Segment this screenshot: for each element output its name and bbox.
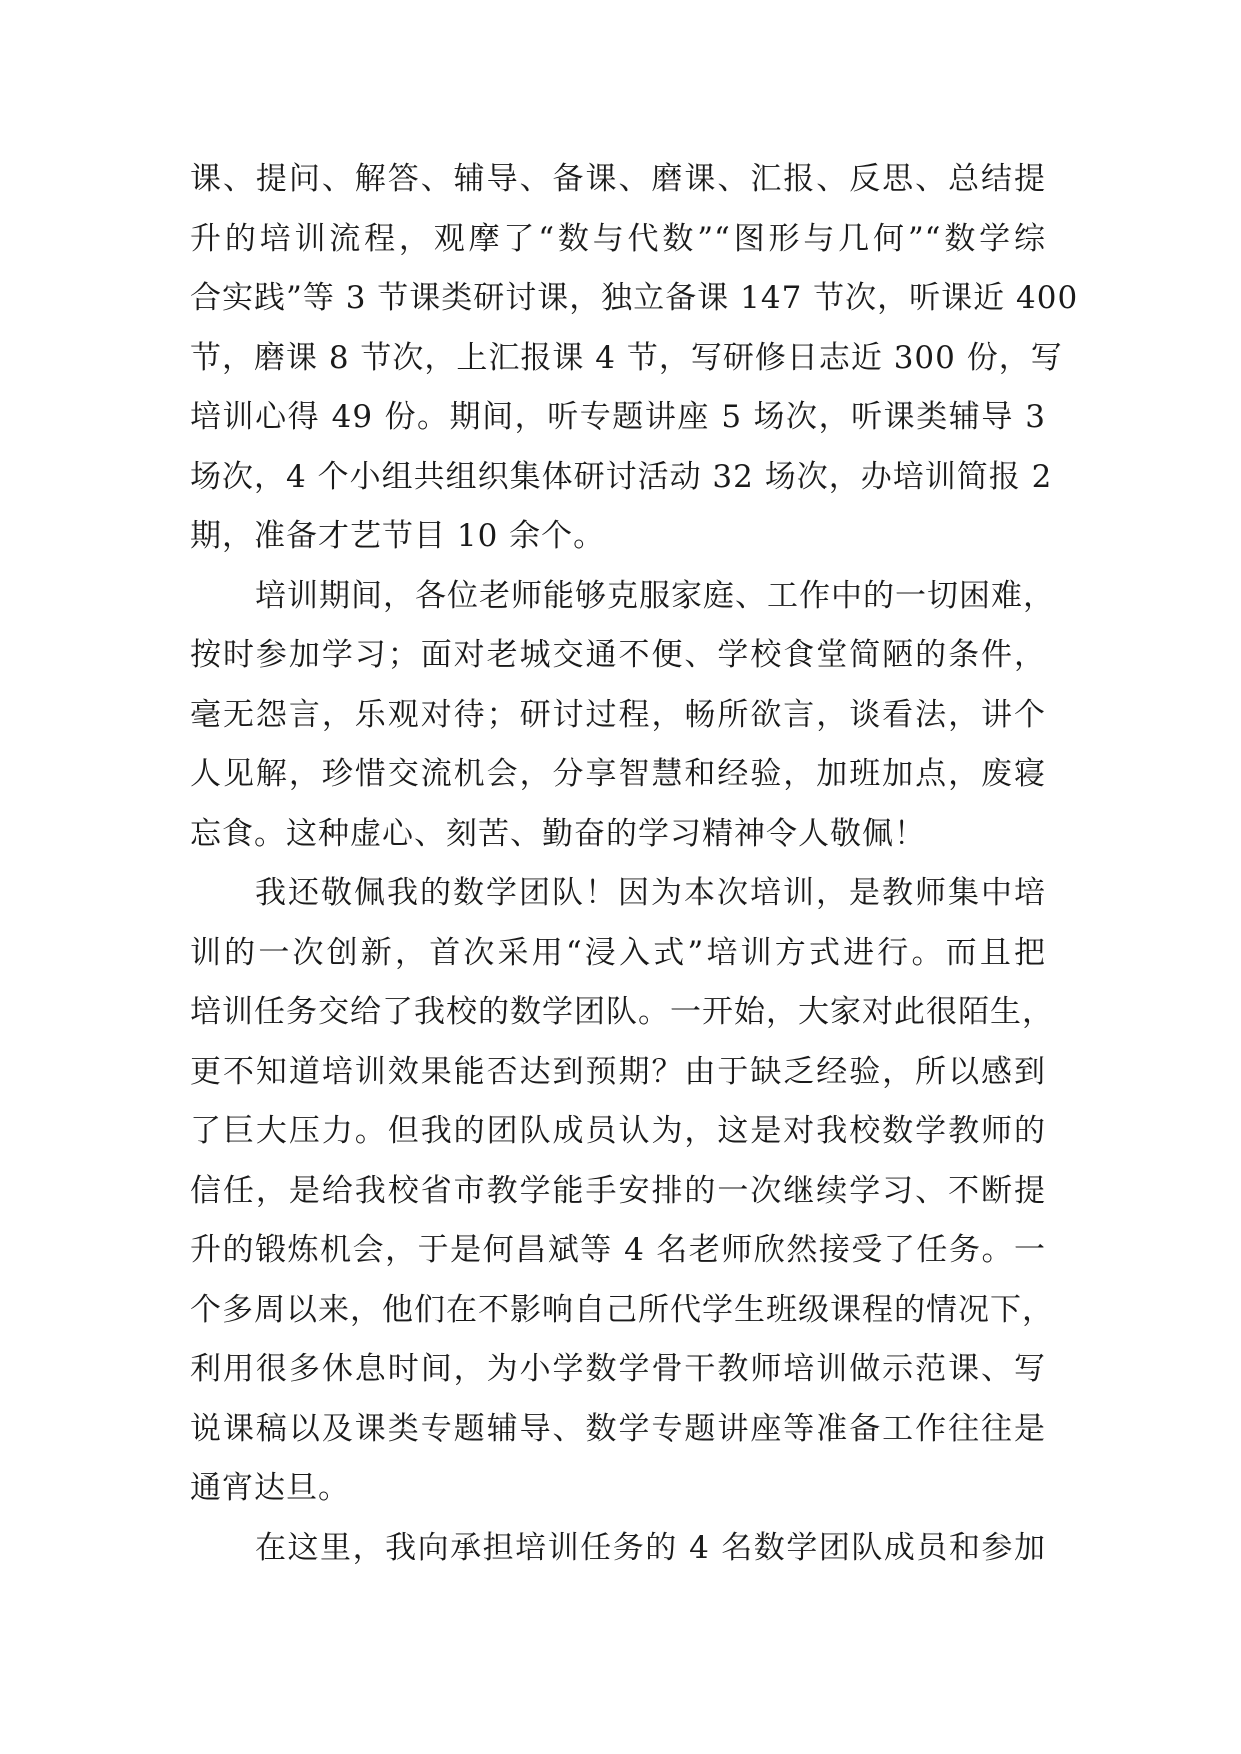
text-line: 按时参加学习；面对老城交通不便、学校食堂简陋的条件， [190, 637, 1046, 673]
document-body [190, 150, 1079, 1578]
text-line: 信任，是给我校省市教学能手安排的一次继续学习、不断提 [190, 1172, 1046, 1209]
text-line: 了巨大压力。但我的团队成员认为，这是对我校数学教师的 [190, 1113, 1046, 1149]
text-line: 忘食。这种虚心、刻苦、勤奋的学习精神令人敬佩！ [190, 815, 926, 852]
text-line: 培训心得 49 份。期间，听专题讲座 5 场次，听课类辅导 3 [190, 399, 1046, 435]
text-line: 升的锻炼机会，于是何昌斌等 4 名老师欣然接受了任务。一 [190, 1232, 1046, 1268]
text-line: 人见解，珍惜交流机会，分享智慧和经验，加班加点，废寝 [190, 756, 1046, 792]
text-line: 更不知道培训效果能否达到预期？由于缺乏经验，所以感到 [190, 1053, 1046, 1090]
text-line: 培训期间，各位老师能够克服家庭、工作中的一切困难， [255, 577, 1055, 614]
text-line: 毫无怨言，乐观对待；研讨过程，畅所欲言，谈看法，讲个 [190, 696, 1046, 733]
text-line: 训的一次创新，首次采用“浸入式”培训方式进行。而且把 [190, 934, 1046, 971]
text-line: 升的培训流程，观摩了“数与代数”“图形与几何”“数学综 [190, 220, 1046, 257]
text-line: 说课稿以及课类专题辅导、数学专题讲座等准备工作往往是 [190, 1410, 1046, 1447]
text-line: 在这里，我向承担培训任务的 4 名数学团队成员和参加 [255, 1529, 1046, 1566]
text-line: 个多周以来，他们在不影响自己所代学生班级课程的情况下， [190, 1291, 1054, 1328]
text-line: 节，磨课 8 节次，上汇报课 4 节，写研修日志近 300 份，写 [190, 339, 1063, 376]
text-line: 通宵达旦。 [190, 1470, 350, 1506]
text-line: 利用很多休息时间，为小学数学骨干教师培训做示范课、写 [190, 1351, 1046, 1387]
text-line: 场次，4 个小组共组织集体研讨活动 32 场次，办培训简报 2 [190, 458, 1053, 495]
text-line: 合实践”等 3 节课类研讨课，独立备课 147 节次，听课近 400 [190, 280, 1079, 316]
text-line: 课、提问、解答、辅导、备课、磨课、汇报、反思、总结提 [190, 161, 1046, 197]
text-line: 培训任务交给了我校的数学团队。一开始，大家对此很陌生， [190, 994, 1054, 1030]
text-line: 我还敬佩我的数学团队！因为本次培训，是教师集中培 [255, 875, 1046, 911]
text-line: 期，准备才艺节目 10 余个。 [190, 518, 606, 554]
